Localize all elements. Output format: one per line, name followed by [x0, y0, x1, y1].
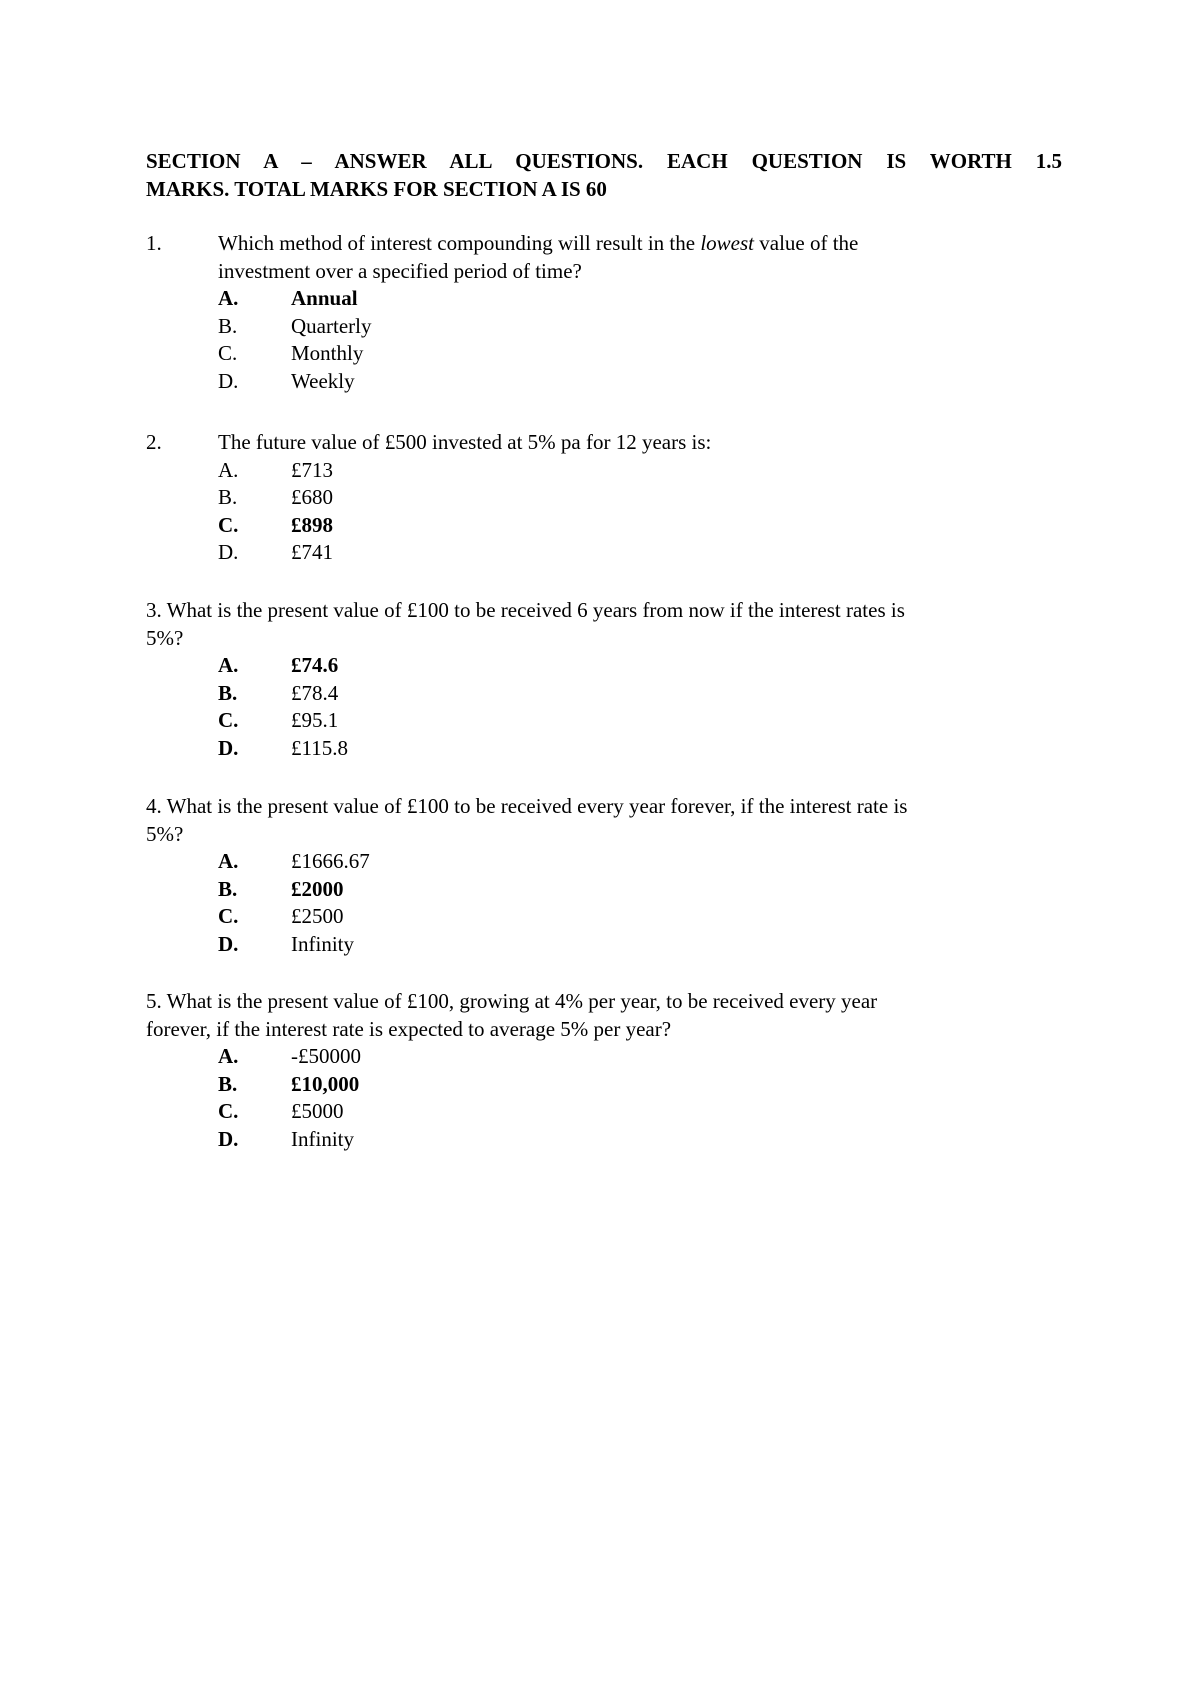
- question-text-continued: investment over a specified period of time?: [218, 258, 582, 283]
- question-number: 1.: [146, 231, 162, 255]
- answer-option: [146, 368, 1066, 396]
- option-letter: A.: [218, 457, 239, 482]
- option-letter: A.: [218, 653, 239, 677]
- question-5: [146, 988, 1066, 1153]
- option-letter: B.: [218, 876, 238, 901]
- option-text: £74.6: [291, 653, 339, 677]
- option-letter: C.: [218, 708, 239, 732]
- option-text: £95.1: [291, 708, 339, 732]
- question-2: [146, 429, 1066, 567]
- question-1: [146, 230, 1066, 395]
- question-3: [146, 597, 1066, 762]
- emphasized-word: lowest: [700, 231, 754, 255]
- answer-option-correct: [146, 285, 1066, 313]
- option-letter: C.: [218, 904, 239, 928]
- option-letter: B.: [218, 485, 238, 509]
- option-letter: D.: [218, 1126, 239, 1151]
- answer-option: [146, 735, 1066, 763]
- question-text-part: value of the: [754, 231, 859, 255]
- answer-option-correct: [146, 1071, 1066, 1099]
- question-text: 4. What is the present value of £100 to be received every year forever, if the interest rate is: [146, 794, 908, 818]
- answer-option: [146, 340, 1066, 368]
- question-text: The future value of £500 invested at 5% pa for 12 years is:: [218, 430, 712, 454]
- option-text: £78.4: [291, 680, 339, 705]
- option-letter: D.: [218, 931, 239, 956]
- option-letter: C.: [218, 512, 239, 537]
- option-text: £898: [291, 512, 333, 537]
- option-text: Weekly: [291, 368, 355, 393]
- question-number: 2.: [146, 430, 162, 454]
- question-4: [146, 793, 1066, 958]
- option-letter: C.: [218, 1099, 239, 1123]
- answer-option: [146, 707, 1066, 735]
- answer-option: [146, 484, 1066, 512]
- option-text: £1666.67: [291, 849, 370, 873]
- option-text: -£50000: [291, 1044, 361, 1068]
- question-text: 5. What is the present value of £100, growing at 4% per year, to be received every year: [146, 989, 878, 1013]
- section-heading: [146, 147, 1062, 203]
- option-letter: A.: [218, 286, 239, 310]
- option-text: £5000: [291, 1099, 344, 1123]
- option-text: £10,000: [291, 1071, 360, 1096]
- option-letter: B.: [218, 680, 238, 705]
- option-text: Quarterly: [291, 313, 372, 338]
- option-text: £741: [291, 540, 333, 564]
- question-text-part: Which method of interest compounding will result in the: [218, 231, 701, 255]
- answer-option: [146, 931, 1066, 959]
- option-letter: D.: [218, 368, 239, 393]
- option-letter: D.: [218, 735, 239, 760]
- option-text: Infinity: [291, 931, 354, 956]
- question-text-continued: forever, if the interest rate is expected to average 5% per year?: [146, 1016, 672, 1041]
- answer-option: [146, 680, 1066, 708]
- answer-option: [146, 1126, 1066, 1154]
- option-letter: B.: [218, 1071, 238, 1096]
- option-letter: B.: [218, 313, 238, 338]
- answer-option: [146, 539, 1066, 567]
- option-letter: C.: [218, 341, 238, 365]
- answer-option-correct: [146, 876, 1066, 904]
- option-text: £2500: [291, 904, 344, 928]
- option-text: Annual: [291, 286, 358, 310]
- option-letter: A.: [218, 1044, 239, 1068]
- question-text-continued: 5%?: [146, 625, 184, 650]
- answer-option: [146, 1043, 1066, 1071]
- question-text: 3. What is the present value of £100 to be received 6 years from now if the interest rates is: [146, 598, 905, 622]
- answer-option: [146, 903, 1066, 931]
- answer-option: [146, 1098, 1066, 1126]
- option-text: £713: [291, 457, 333, 482]
- section-heading-line-2: MARKS. TOTAL MARKS FOR SECTION A IS 60: [146, 177, 607, 201]
- option-letter: A.: [218, 849, 239, 873]
- answer-option-correct: [146, 512, 1066, 540]
- option-text: £680: [291, 485, 333, 509]
- question-text: [218, 230, 858, 258]
- answer-option: [146, 457, 1066, 485]
- option-text: Infinity: [291, 1126, 354, 1151]
- answer-option-correct: [146, 652, 1066, 680]
- answer-option: [146, 848, 1066, 876]
- option-text: Monthly: [291, 341, 364, 365]
- option-text: £2000: [291, 876, 344, 901]
- section-heading-line-1: SECTION A – ANSWER ALL QUESTIONS. EACH QUESTION IS WORTH 1.5: [146, 149, 1062, 173]
- answer-option: [146, 313, 1066, 341]
- question-text-continued: 5%?: [146, 821, 184, 846]
- option-letter: D.: [218, 540, 239, 564]
- option-text: £115.8: [291, 735, 348, 760]
